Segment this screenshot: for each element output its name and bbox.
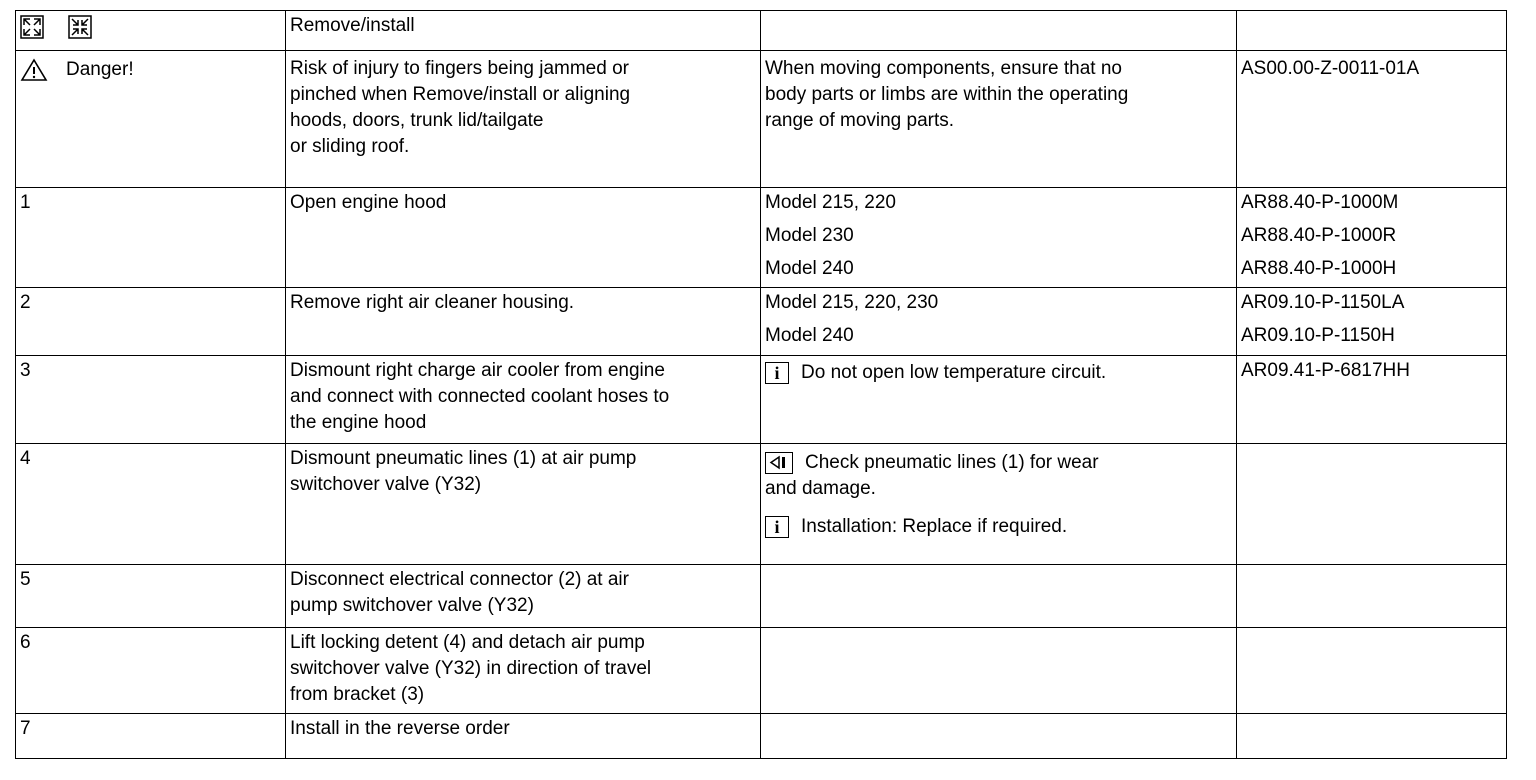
step-inspection: Check pneumatic lines (1) for wear and damage. i Installation: Replace if required. xyxy=(761,444,1237,565)
step-row xyxy=(16,444,1507,565)
step-action: Install in the reverse order xyxy=(286,714,761,759)
remove-icon xyxy=(20,15,44,39)
step-refs xyxy=(1237,288,1507,356)
step-number: 4 xyxy=(16,444,286,565)
install-icon xyxy=(68,15,92,39)
procedure-table xyxy=(15,10,1507,759)
header-icons-cell xyxy=(16,11,286,51)
step-action: Open engine hood xyxy=(286,188,761,288)
step-number: 3 xyxy=(16,356,286,444)
info-note-icon: i xyxy=(765,516,789,538)
warning-triangle-icon xyxy=(20,58,48,82)
danger-doc-ref: AS00.00-Z-0011-01A xyxy=(1237,51,1507,188)
step-number: 2 xyxy=(16,288,286,356)
danger-row xyxy=(16,51,1507,188)
header-title: Remove/install xyxy=(286,11,761,51)
info-note-icon: i xyxy=(765,362,789,384)
doc-ref-link[interactable]: AR09.10-P-1150H xyxy=(1241,325,1395,346)
danger-measure: When moving components, ensure that no body parts or limbs are within the operating range of moving parts. xyxy=(761,51,1237,188)
danger-risk: Risk of injury to fingers being jammed or pinched when Remove/install or aligning hoods, doors, trunk lid/tailgate or sliding roof. xyxy=(286,51,761,188)
doc-ref-link[interactable]: AR88.40-P-1000R xyxy=(1241,225,1397,246)
step-row xyxy=(16,628,1507,714)
step-models: Model 215, 220, 230 Model 240 xyxy=(761,288,1237,356)
doc-ref-link[interactable]: AR88.40-P-1000H xyxy=(1241,258,1397,279)
doc-ref-link[interactable]: AR09.41-P-6817HH xyxy=(1237,356,1507,444)
doc-ref-link[interactable]: AR09.10-P-1150LA xyxy=(1241,292,1405,313)
step-action: Remove right air cleaner housing. xyxy=(286,288,761,356)
step-row xyxy=(16,714,1507,759)
step-row xyxy=(16,288,1507,356)
step-refs xyxy=(1237,188,1507,288)
step-note: i Do not open low temperature circuit. xyxy=(761,356,1237,444)
step-number: 7 xyxy=(16,714,286,759)
step-number: 6 xyxy=(16,628,286,714)
step-number: 1 xyxy=(16,188,286,288)
step-action: Lift locking detent (4) and detach air pump switchover valve (Y32) in direction of travel from bracket (3) xyxy=(286,628,761,714)
step-action: Disconnect electrical connector (2) at air pump switchover valve (Y32) xyxy=(286,565,761,628)
inspection-icon xyxy=(765,452,793,474)
doc-ref-link[interactable]: AR88.40-P-1000M xyxy=(1241,192,1399,213)
danger-label: Danger! xyxy=(66,59,134,80)
header-row xyxy=(16,11,1507,51)
step-action: Dismount right charge air cooler from engine and connect with connected coolant hoses to the engine hood xyxy=(286,356,761,444)
step-row xyxy=(16,188,1507,288)
step-number: 5 xyxy=(16,565,286,628)
step-row xyxy=(16,565,1507,628)
step-action: Dismount pneumatic lines (1) at air pump switchover valve (Y32) xyxy=(286,444,761,565)
step-row xyxy=(16,356,1507,444)
step-models: Model 215, 220 Model 230 Model 240 xyxy=(761,188,1237,288)
